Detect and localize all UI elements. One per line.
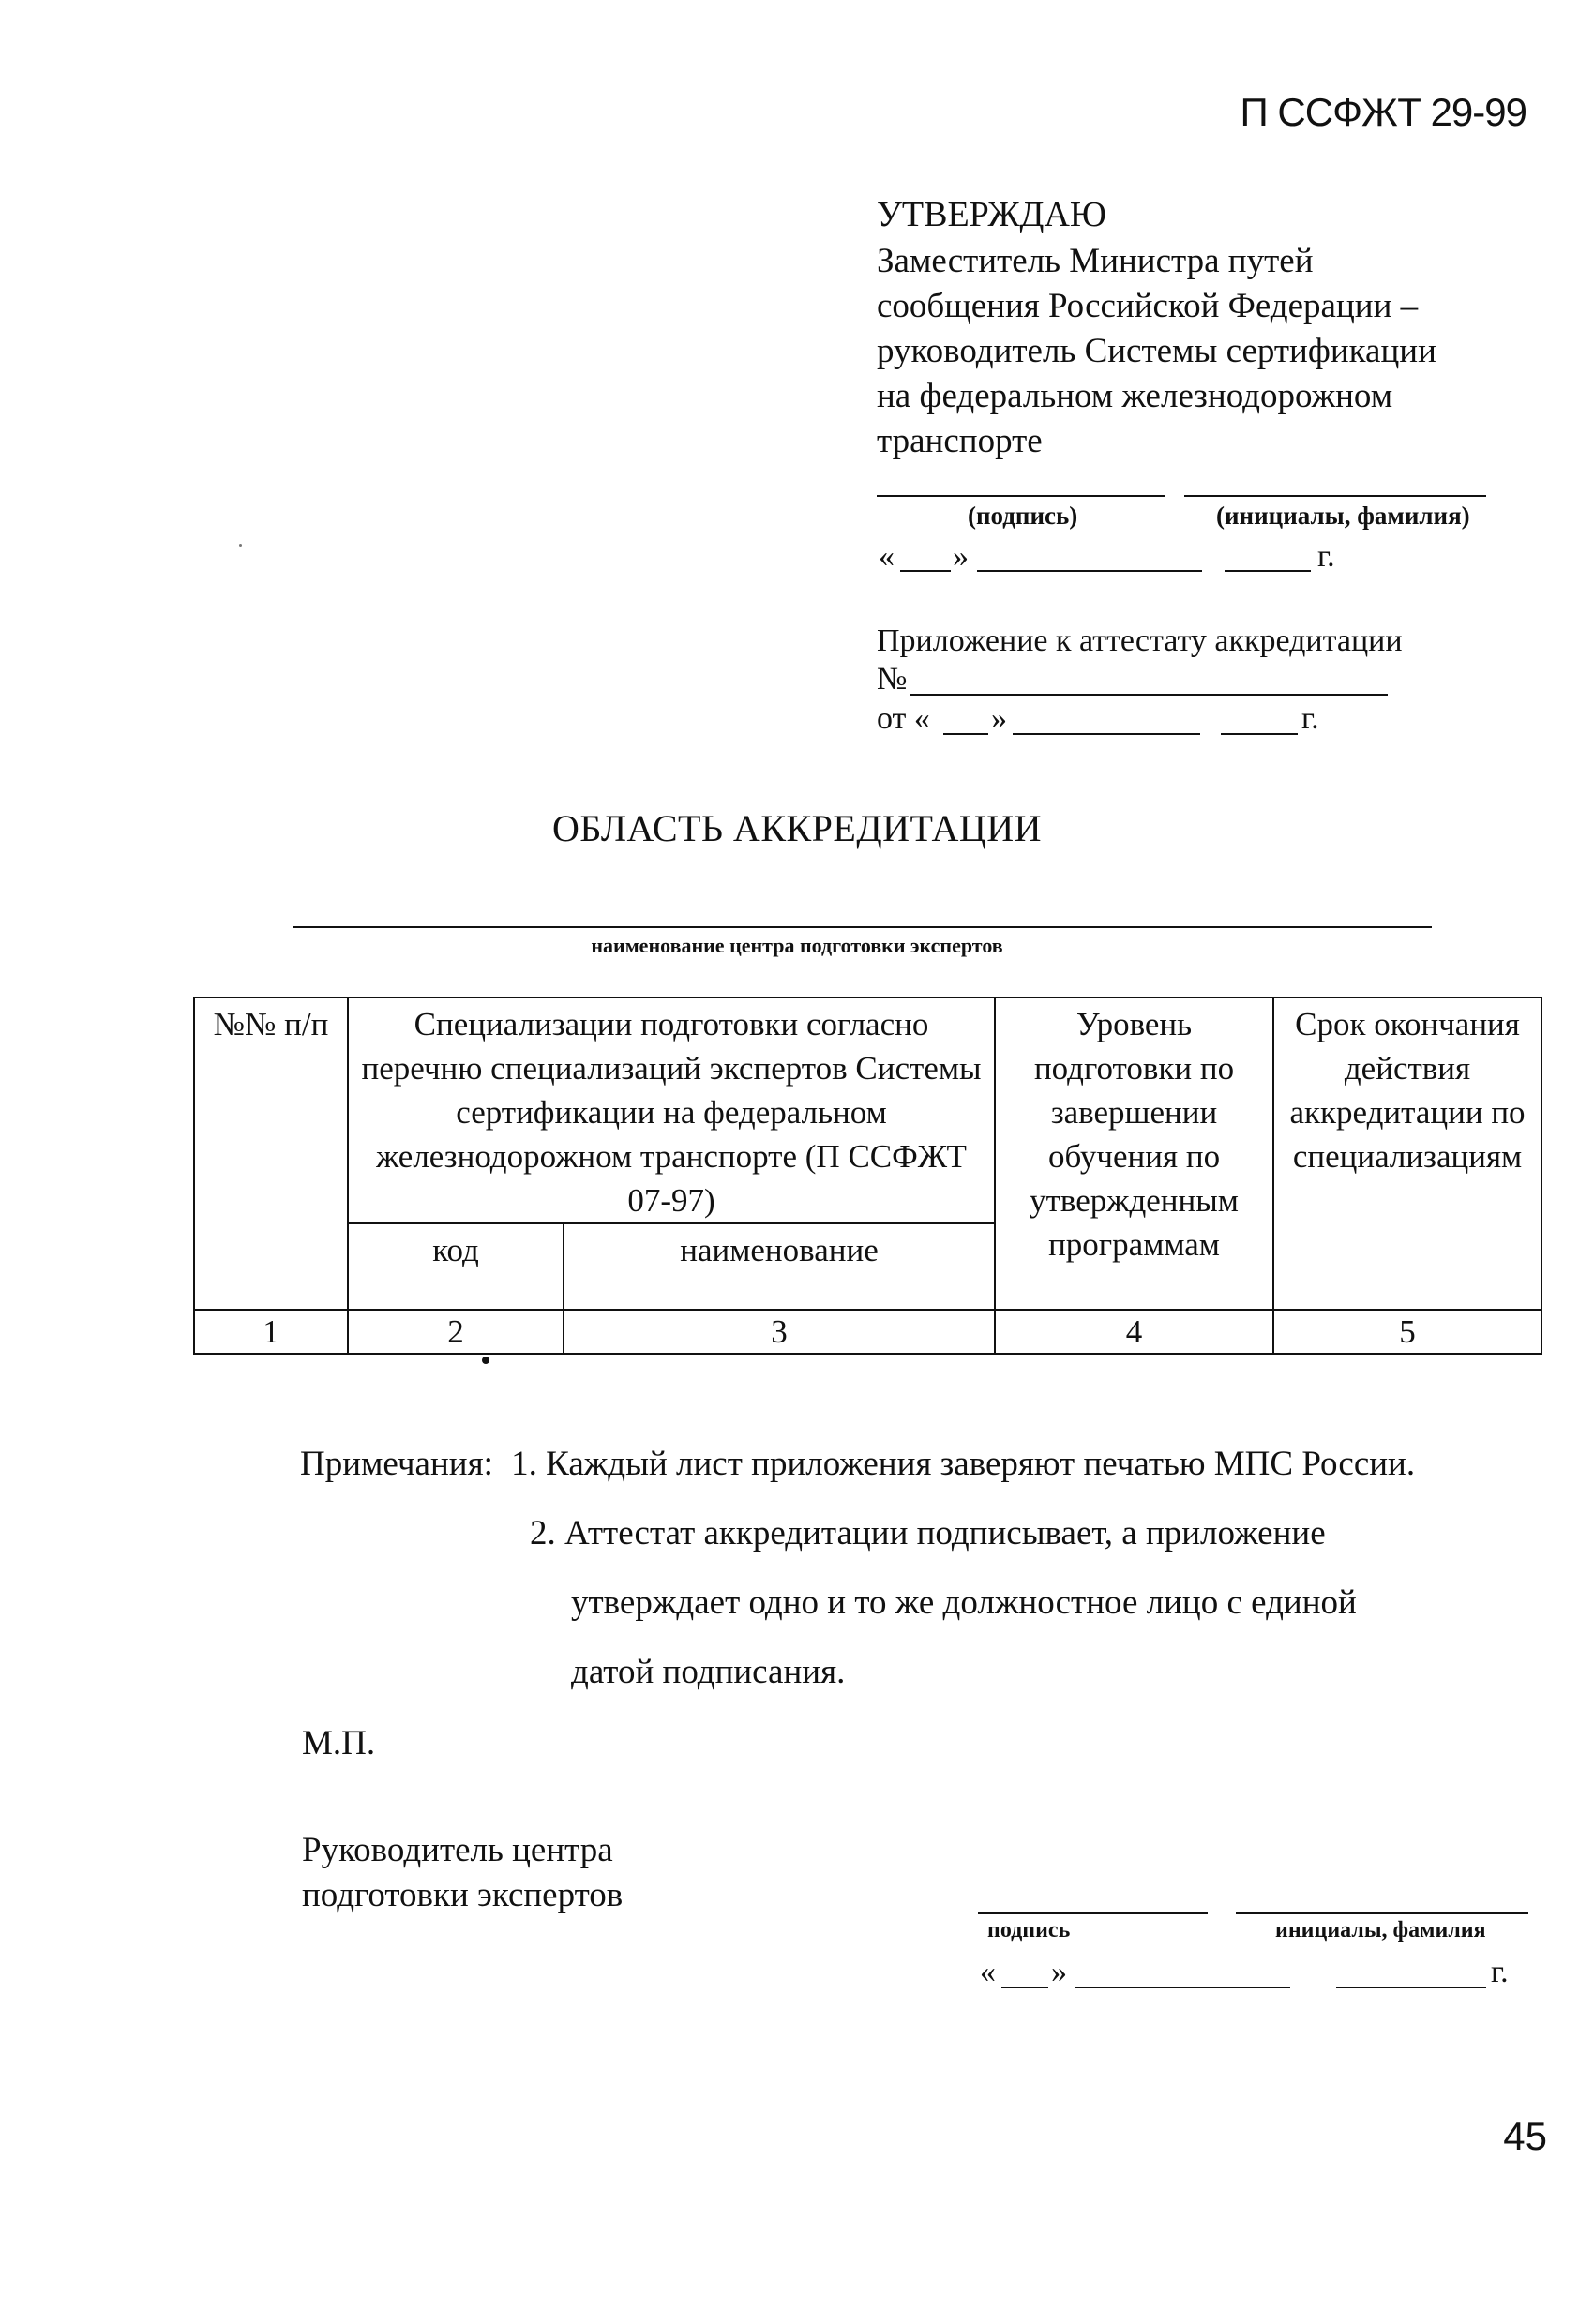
head-day-line [1001, 1987, 1048, 1988]
signature-line [877, 495, 1165, 497]
year-line [1225, 570, 1311, 572]
appendix-date-close: » [991, 701, 1007, 736]
center-name-line [293, 926, 1432, 928]
center-caption: наименование центра подготовки экспертов [591, 934, 1003, 957]
note-item: 1. Каждый лист приложения заверяют печатью МПС России. [511, 1445, 1416, 1483]
day-line [900, 570, 951, 572]
approval-heading: УТВЕРЖДАЮ [877, 195, 1106, 234]
approval-block [877, 192, 1533, 464]
appendix-year-suffix: г. [1301, 701, 1319, 736]
column-number: 3 [564, 1310, 995, 1354]
appendix-title: Приложение к аттестату аккредитации [877, 623, 1403, 658]
appendix-number-label: № [877, 662, 908, 697]
column-number: 1 [194, 1310, 348, 1354]
header-specialization-group: Специализации подготовки согласно перечню специализаций экспертов Системы сертификации на федеральном железнодорожном транспорте (П ССФЖТ 07-97) [348, 997, 995, 1223]
date-close-quote: » [953, 539, 969, 574]
head-signature-line [978, 1912, 1208, 1914]
center-head-line: подготовки экспертов [302, 1876, 624, 1914]
head-name-caption: инициалы, фамилия [1275, 1918, 1486, 1942]
header-code: код [348, 1223, 564, 1310]
head-year-line [1336, 1987, 1486, 1988]
note-item-continued: утверждает одно и то же должностное лицо с единой [571, 1583, 1357, 1622]
head-month-line [1075, 1987, 1290, 1988]
head-name-line [1236, 1912, 1528, 1914]
approval-line: руководитель Системы сертификации [877, 332, 1436, 370]
page-number: 45 [1503, 2114, 1547, 2158]
scan-speck [239, 544, 242, 547]
appendix-year-line [1221, 733, 1298, 735]
approval-line: сообщения Российской Федерации – [877, 287, 1419, 325]
approval-line: Заместитель Министра путей [877, 242, 1314, 280]
header-name: наименование [564, 1223, 995, 1310]
scope-title: ОБЛАСТЬ АККРЕДИТАЦИИ [551, 807, 1043, 849]
appendix-day-line [943, 733, 988, 735]
appendix-number-line [910, 694, 1388, 696]
notes-label: Примечания: [300, 1445, 493, 1483]
center-head-line: Руководитель центра [302, 1831, 613, 1869]
note-item: 2. Аттестат аккредитации подписывает, а приложение [530, 1514, 1326, 1552]
name-line [1184, 495, 1486, 497]
scan-speck [482, 1357, 489, 1364]
notes-block [300, 1430, 1415, 1707]
year-suffix: г. [1317, 539, 1335, 574]
head-signature-caption: подпись [987, 1918, 1071, 1942]
approval-line: транспорте [877, 422, 1043, 460]
document-code: П ССФЖТ 29-99 [1240, 90, 1526, 134]
approval-line: на федеральном железнодорожном [877, 377, 1393, 415]
head-date-open: « [980, 1955, 996, 1989]
column-number: 5 [1273, 1310, 1541, 1354]
head-year-suffix: г. [1491, 1955, 1509, 1989]
accreditation-table [193, 997, 1542, 1355]
appendix-date-prefix: от « [877, 701, 930, 736]
appendix-month-line [1013, 733, 1200, 735]
column-number: 2 [348, 1310, 564, 1354]
month-line [977, 570, 1202, 572]
center-head-block [302, 1828, 623, 1918]
header-training-level: Уровень подготовки по завершении обучения по утвержденным программам [995, 997, 1273, 1310]
name-caption: (инициалы, фамилия) [1216, 502, 1470, 530]
head-date-close: » [1051, 1955, 1067, 1989]
column-number: 4 [995, 1310, 1273, 1354]
header-number-col: №№ п/п [194, 997, 348, 1310]
note-item-continued: датой подписания. [571, 1653, 846, 1691]
header-accreditation-term: Срок окончания действия аккредитации по специализациям [1273, 997, 1541, 1310]
seal-mark: М.П. [302, 1724, 376, 1762]
date-open-quote: « [879, 539, 895, 574]
signature-caption: (подпись) [968, 502, 1078, 530]
